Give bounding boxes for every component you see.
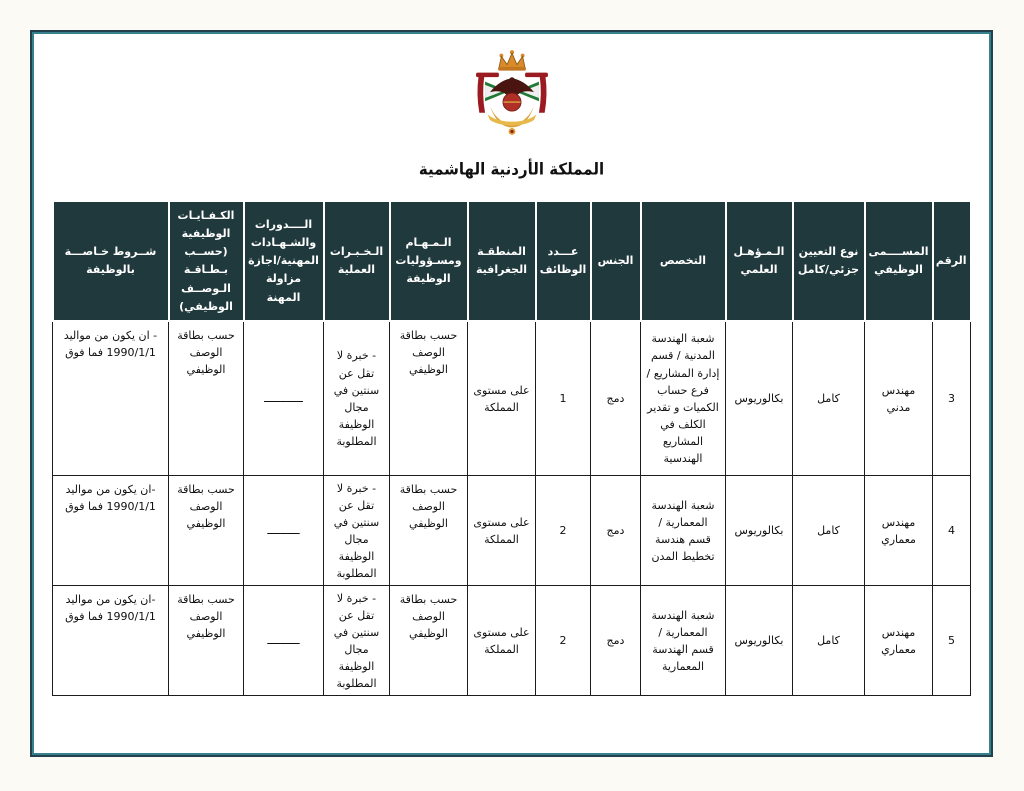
table-header-row [53,203,971,321]
col-header-vacancy-count: عـــدد الوظائف [536,203,591,321]
cell-gender: دمج [591,476,641,586]
cell-duties: حسب بطاقة الوصف الوظيفي [390,321,468,476]
jordan-coat-of-arms-icon [463,44,561,152]
cell-special-conditions: -ان يكون من مواليد 1990/1/1 فما فوق [53,586,169,696]
cell-region: على مستوى المملكة [468,321,536,476]
cell-qualification: بكالوريوس [726,586,793,696]
cell-competencies: حسب بطاقة الوصف الوظيفي [169,586,244,696]
cell-number: 4 [933,476,971,586]
cell-number: 5 [933,586,971,696]
document-page-frame [30,30,993,757]
cell-courses: ــــــــــ [244,476,324,586]
emblem-container [457,44,567,156]
col-header-specialization: التخصص [641,203,726,321]
cell-qualification: بكالوريوس [726,321,793,476]
cell-vacancy-count: 2 [536,586,591,696]
cell-specialization: شعبة الهندسة المدنية / قسم إدارة المشاريع / فرع حساب الكميات و تقدير الكلف في المشاريع الهندسية [641,321,726,476]
cell-appointment-type: كامل [793,321,865,476]
cell-courses: ــــــــــ [244,586,324,696]
cell-experience: - خبرة لا تقل عن سنتين في مجال الوظيفة المطلوبة [324,476,390,586]
cell-special-conditions: - ان يكون من مواليد 1990/1/1 فما فوق [53,321,169,476]
document-page-inner-frame [32,32,991,755]
cell-vacancy-count: 2 [536,476,591,586]
col-header-experience: الـخـبـرات العملية [324,203,390,321]
col-header-job-title: المســــمى الوظيفي [865,203,933,321]
cell-region: على مستوى المملكة [468,476,536,586]
cell-appointment-type: كامل [793,586,865,696]
col-header-appointment-type: نوع التعيين جزئي/كامل [793,203,865,321]
cell-region: على مستوى المملكة [468,586,536,696]
col-header-special-conditions: شــروط خـاصـــة بالوظيفة [53,203,169,321]
cell-vacancy-count: 1 [536,321,591,476]
jobs-table [52,202,972,696]
cell-duties: حسب بطاقة الوصف الوظيفي [390,476,468,586]
cell-appointment-type: كامل [793,476,865,586]
cell-special-conditions: -ان يكون من مواليد 1990/1/1 فما فوق [53,476,169,586]
cell-specialization: شعبة الهندسة المعمارية / قسم الهندسة المعمارية [641,586,726,696]
cell-duties: حسب بطاقة الوصف الوظيفي [390,586,468,696]
cell-job-title: مهندس مدني [865,321,933,476]
cell-experience: - خبرة لا تقل عن سنتين في مجال الوظيفة المطلوبة [324,321,390,476]
cell-experience: - خبرة لا تقل عن سنتين في مجال الوظيفة المطلوبة [324,586,390,696]
cell-gender: دمج [591,586,641,696]
col-header-competencies: الكـفـايـات الوظيفية (حســب بـطـاقـة الـوصــف الوظيفي) [169,203,244,321]
col-header-qualification: الـمـؤهـل العلمي [726,203,793,321]
cell-qualification: بكالوريوس [726,476,793,586]
kingdom-name-calligraphy: المملكة الأردنية الهاشمية [418,159,605,179]
cell-specialization: شعبة الهندسة المعمارية / قسم هندسة تخطيط المدن [641,476,726,586]
cell-gender: دمج [591,321,641,476]
table-row [53,476,971,586]
cell-competencies: حسب بطاقة الوصف الوظيفي [169,476,244,586]
col-header-number: الرقم [933,203,971,321]
col-header-region: المنطقـة الجغرافية [468,203,536,321]
col-header-courses: الــــدورات والشـهـادات المهنية/اجازة مزاولة المهنة [244,203,324,321]
cell-job-title: مهندس معماري [865,586,933,696]
table-row [53,586,971,696]
cell-number: 3 [933,321,971,476]
col-header-gender: الجنس [591,203,641,321]
cell-job-title: مهندس معماري [865,476,933,586]
cell-competencies: حسب بطاقة الوصف الوظيفي [169,321,244,476]
cell-courses: ــــــــــــ [244,321,324,476]
col-header-duties: الـمـهـام ومسـؤوليات الوظيفة [390,203,468,321]
table-row [53,321,971,476]
